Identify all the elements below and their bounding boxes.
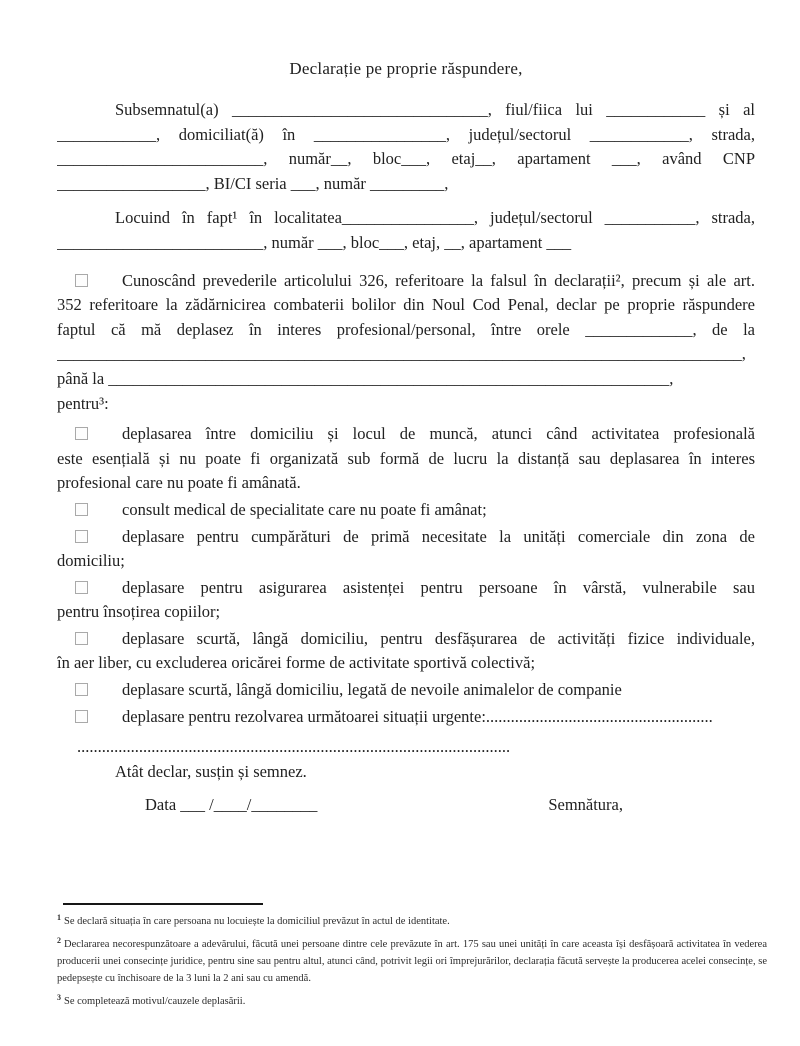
reason-item-medical — [57, 498, 755, 523]
reason-item-exercise-text: deplasare scurtă, lângă domiciliu, pentru desfășurarea de activități fizice individuale, — [122, 628, 755, 648]
line-pentru: pentru³: — [57, 393, 109, 413]
closing-statement: Atât declar, susțin și semnez. — [115, 761, 307, 781]
reason-item-work-line3: profesional care nu poate fi amânată. — [57, 473, 301, 493]
line-interes-orele: faptul că mă deplasez în interes profesional/personal, între orele _____________, de la — [57, 319, 755, 339]
document-body — [57, 0, 755, 818]
reason-item-pets — [57, 678, 755, 703]
line-subsemnatul: Subsemnatul(a) _______________________________, fiul/fiica lui ____________ și al — [115, 100, 755, 119]
reason-item-assistance — [57, 576, 755, 601]
signature-row — [57, 793, 755, 818]
reason-item-medical-text: consult medical de specialitate care nu poate fi amânat; — [122, 499, 487, 519]
line-cod-penal: 352 referitoare la zădărnicirea combaterii bolilor din Noul Cod Penal, declar pe proprie răspundere — [57, 295, 755, 315]
page-title: Declarație pe proprie răspundere, — [289, 59, 523, 78]
dotted-continuation-line: ......................................................................................................... — [77, 737, 511, 757]
checkbox-icon — [75, 530, 88, 543]
footnote-1-marker: 1 — [57, 912, 61, 922]
line-bici-seria: __________________, BI/CI seria ___, număr _________, — [57, 173, 449, 193]
reason-item-urgent-text: deplasare pentru rezolvarea următoarei situații urgente:....................................................... — [122, 706, 713, 726]
reason-item-work — [57, 422, 755, 447]
reason-item-assistance-line2: pentru însoțirea copiilor; — [57, 602, 221, 622]
blank-line-pana-la: până la ____________________________________________________________________, — [57, 368, 674, 388]
footnote-1 — [57, 913, 767, 930]
checkbox-icon — [75, 503, 88, 516]
checkbox-icon — [75, 581, 88, 594]
footnote-separator — [63, 903, 263, 905]
footnote-3 — [57, 993, 767, 1010]
reason-item-assistance-text: deplasare pentru asigurarea asistenței pentru persoane în vârstă, vulnerabile sau — [122, 577, 755, 597]
footnotes-section — [57, 903, 767, 1010]
reason-item-shopping-line2: domiciliu; — [57, 551, 125, 571]
checkbox-icon — [75, 683, 88, 696]
line-domiciliat: ____________, domiciliat(ă) în ________________, județul/sectorul ____________, strada, — [57, 124, 755, 144]
reason-item-pets-text: deplasare scurtă, lângă domiciliu, legată de nevoile animalelor de companie — [122, 680, 622, 700]
footnote-2 — [57, 936, 767, 987]
line-numar-bloc-etaj: _________________________, număr__, bloc___, etaj__, apartament ___, având CNP — [57, 149, 755, 169]
footnote-3-marker: 3 — [57, 992, 61, 1002]
date-field: Data ___ /____/________ — [145, 795, 318, 815]
reason-item-work-line2: este esențială și nu poate fi organizată sub formă de lucru la distanță sau deplasarea în interes — [57, 448, 755, 468]
checkbox-icon — [75, 710, 88, 723]
reason-item-exercise — [57, 627, 755, 652]
reason-item-urgent — [57, 705, 755, 730]
reason-item-work-text: deplasarea între domiciliu și locul de muncă, atunci când activitatea profesională — [122, 424, 755, 444]
signature-label: Semnătura, — [548, 795, 623, 815]
checkbox-icon — [75, 274, 88, 287]
blank-line-de-la: ___________________________________________________________________________________, — [57, 344, 746, 364]
footnote-2-text: Declararea necorespunzătoare a adevărului, făcută unei persoane dintre cele prevăzute în art. 175 sau unei unități în care aceasta își desfășoară activitatea în vederea producerii unei consecințe juridice, pentru sine sau pentru altul, atunci când, potrivit legii ori împrejurărilor, declarația făcută servește la producerea acelei consecințe, se pedepsește cu închisoare de la 3 luni la 2 ani sau cu amendă. — [57, 939, 767, 984]
line-cunoscand — [57, 269, 755, 294]
line-cunoscand-text: Cunoscând prevederile articolului 326, referitoare la falsul în declarații², precum și ale art. — [122, 270, 755, 290]
line-locuind-numar: _________________________, număr ___, bloc___, etaj, __, apartament ___ — [57, 232, 572, 252]
footnote-1-text: Se declară situația în care persoana nu locuiește la domiciliul prevăzut în actul de identitate. — [64, 916, 450, 927]
checkbox-icon — [75, 632, 88, 645]
reason-item-exercise-line2: în aer liber, cu excluderea oricărei forme de activitate sportivă colectivă; — [57, 653, 536, 673]
footnote-2-marker: 2 — [57, 935, 61, 945]
footnote-3-text: Se completează motivul/cauzele deplasării. — [64, 996, 246, 1007]
reason-item-shopping — [57, 525, 755, 550]
reason-item-shopping-text: deplasare pentru cumpărături de primă necesitate la unități comerciale din zona de — [122, 526, 755, 546]
checkbox-icon — [75, 427, 88, 440]
line-locuind-in-fapt: Locuind în fapt¹ în localitatea________________, județul/sectorul ___________, strada, — [115, 208, 755, 228]
